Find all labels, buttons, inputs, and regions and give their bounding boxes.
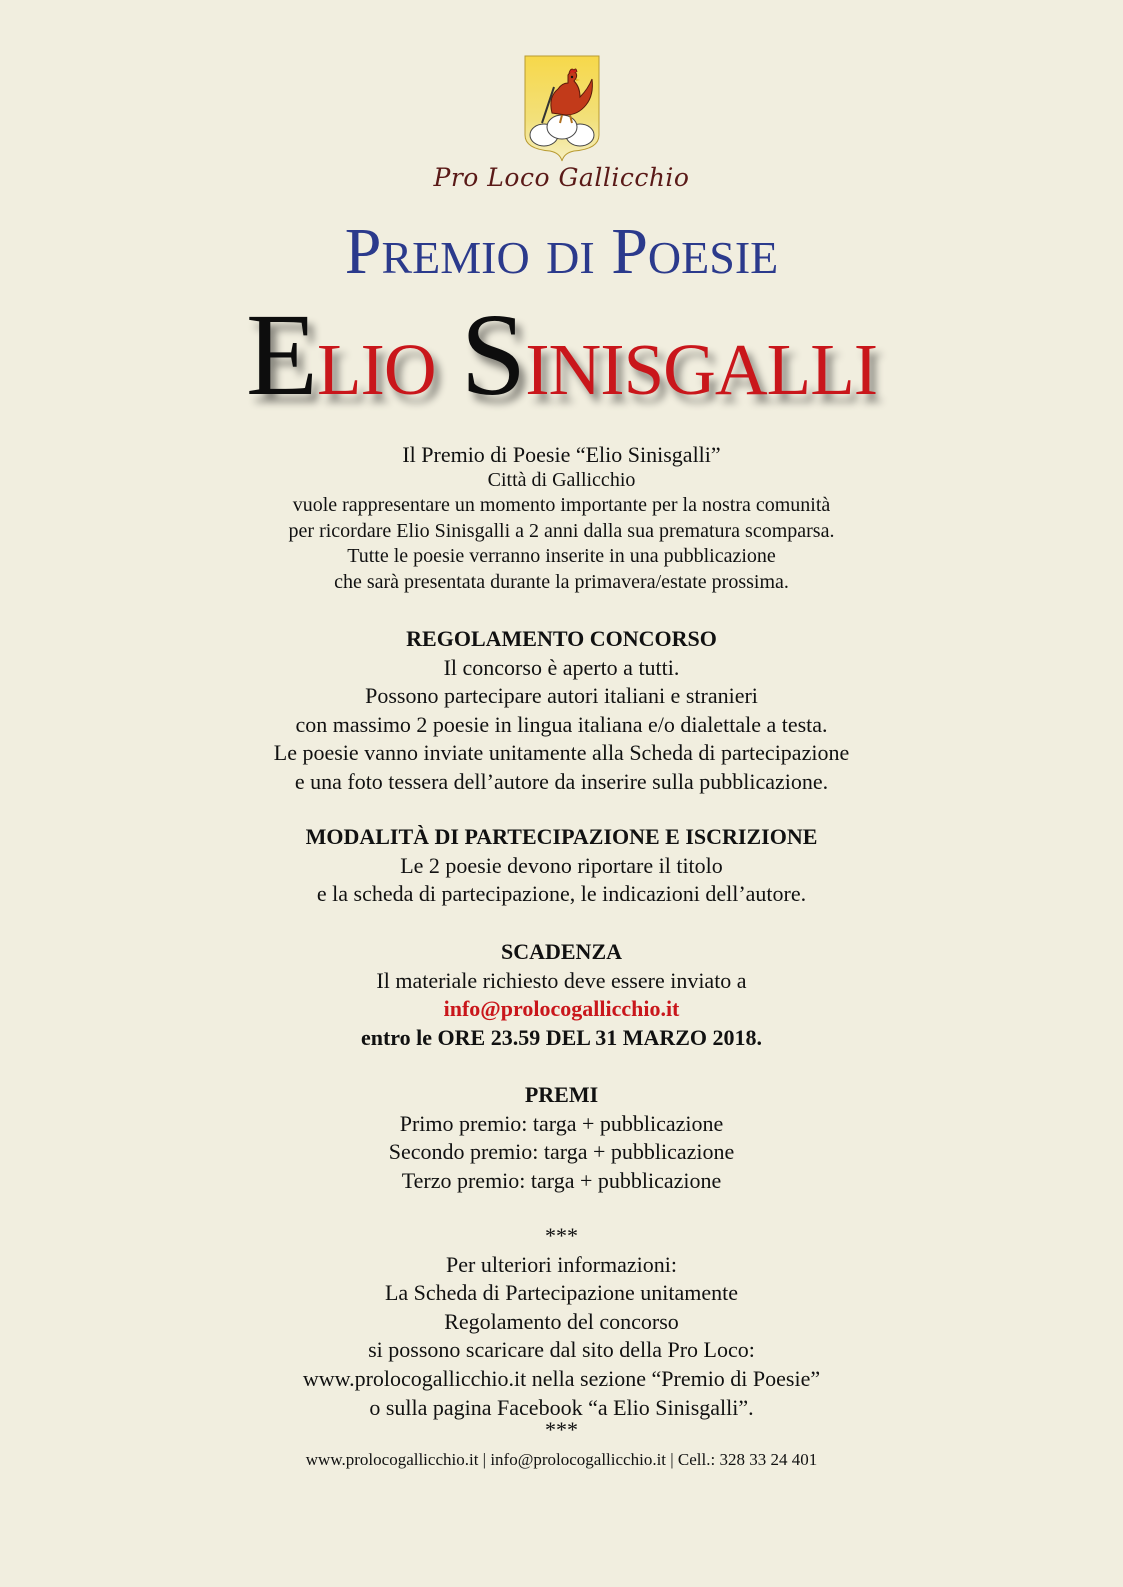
- info-line: si possono scaricare dal sito della Pro Loco:: [368, 1337, 755, 1363]
- prize-line: Terzo premio: targa + pubblicazione: [401, 1167, 722, 1193]
- section-line: Il materiale richiesto deve essere inviato a: [376, 967, 747, 993]
- separator-bottom: ***: [545, 1417, 578, 1443]
- section-line: Possono partecipare autori italiani e stranieri: [365, 683, 758, 709]
- intro-line: Città di Gallicchio: [487, 468, 636, 491]
- intro-line: che sarà presentata durante la primavera/estate prossima.: [334, 570, 789, 593]
- intro-line: per ricordare Elio Sinisgalli a 2 anni dalla sua prematura scomparsa.: [288, 519, 835, 542]
- info-line: o sulla pagina Facebook “a Elio Sinisgalli”.: [369, 1394, 754, 1420]
- info-line: www.prolocogallicchio.it nella sezione “Premio di Poesie”: [302, 1365, 821, 1391]
- prize-line: Secondo premio: targa + pubblicazione: [388, 1139, 735, 1165]
- section-heading: MODALITÀ DI PARTECIPAZIONE E ISCRIZIONE: [305, 824, 818, 849]
- info-line: Per ulteriori informazioni:: [446, 1251, 677, 1277]
- section-line: Il concorso è aperto a tutti.: [443, 654, 680, 680]
- title-elio-sinisgalli: [0, 289, 1123, 420]
- section-line: Le 2 poesie devono riportare il titolo: [400, 852, 723, 878]
- section-line: e la scheda di partecipazione, le indicazioni dell’autore.: [316, 881, 807, 907]
- section-heading: PREMI: [524, 1082, 599, 1107]
- section-heading: SCADENZA: [500, 939, 623, 964]
- separator-top: ***: [545, 1223, 578, 1248]
- prize-line: Primo premio: targa + pubblicazione: [399, 1110, 724, 1136]
- section-line: e una foto tessera dell’autore da inserire sulla pubblicazione.: [294, 768, 829, 794]
- info-section: [0, 1222, 1123, 1443]
- org-name: Pro Loco Gallicchio: [433, 163, 690, 192]
- footer-contacts: www.prolocogallicchio.it | info@prolocogallicchio.it | Cell.: 328 33 24 401: [305, 1450, 818, 1469]
- section-heading: REGOLAMENTO CONCORSO: [406, 626, 717, 651]
- rooster-coat-of-arms-icon: [522, 53, 602, 165]
- title-initial-s: S: [460, 289, 526, 420]
- intro-line: vuole rappresentare un momento importante per la nostra comunità: [292, 494, 831, 516]
- info-line: La Scheda di Partecipazione unitamente: [384, 1280, 739, 1306]
- scadenza-section: [0, 938, 1123, 1052]
- section-line: con massimo 2 poesie in lingua italiana e/o dialettale a testa.: [295, 711, 828, 737]
- title-first-name-rest: lio: [316, 302, 461, 417]
- regolamento-section: [0, 625, 1123, 797]
- info-line: Regolamento del concorso: [444, 1308, 679, 1334]
- premi-section: [0, 1081, 1123, 1195]
- title-initial-e: E: [245, 289, 317, 420]
- title-last-name-rest: inisgalli: [525, 302, 878, 417]
- title-premio-di-poesie: Premio di Poesie: [344, 215, 779, 288]
- section-line: Le poesie vanno inviate unitamente alla Scheda di partecipazione: [273, 740, 850, 766]
- intro-line: Il Premio di Poesie “Elio Sinisgalli”: [402, 442, 721, 467]
- intro-line: Tutte le poesie verranno inserite in una pubblicazione: [347, 545, 776, 567]
- deadline-text: entro le ORE 23.59 DEL 31 MARZO 2018.: [360, 1024, 763, 1050]
- email-link[interactable]: info@prolocogallicchio.it: [443, 996, 680, 1022]
- intro-paragraph: [0, 442, 1123, 595]
- modalita-section: [0, 823, 1123, 909]
